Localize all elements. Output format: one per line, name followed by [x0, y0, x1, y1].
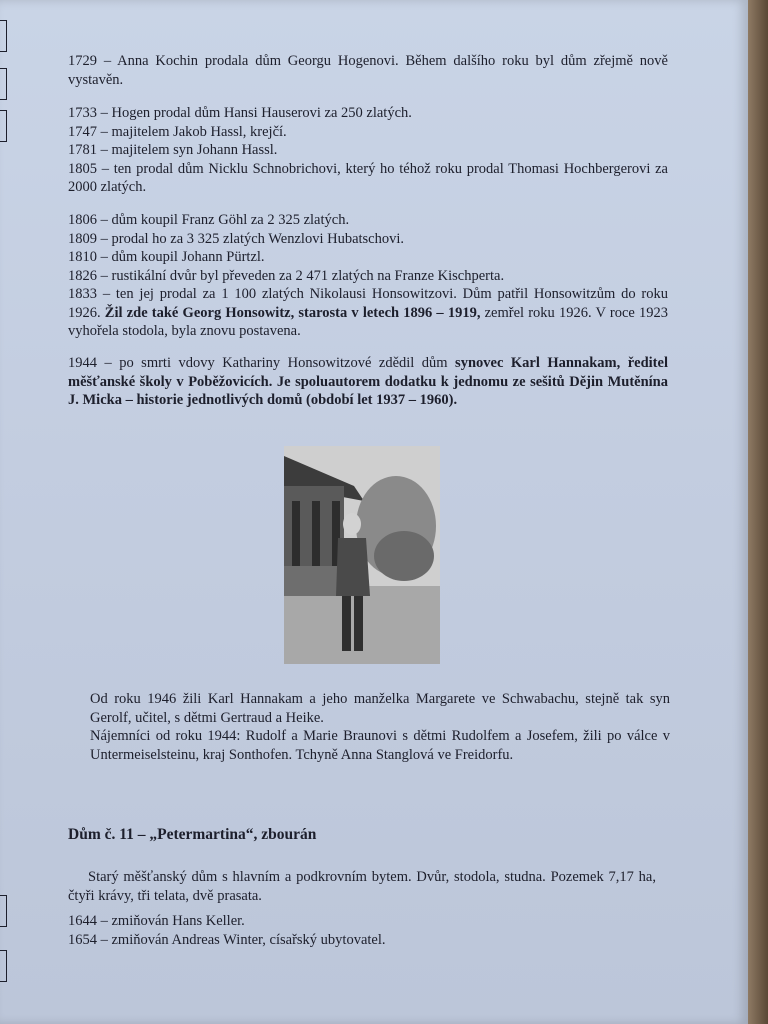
house-11-entries: [68, 912, 668, 949]
paragraph: Od roku 1946 žili Karl Hannakam a jeho manželka Margarete ve Schwabachu, stejně tak syn Gerolf, učitel, s dětmi Gertraud a Heike.: [90, 691, 670, 726]
entry-1944: [68, 354, 668, 410]
entry-line: 1809 – prodal ho za 3 325 zlatých Wenzlovi Hubatschovi.: [68, 230, 405, 247]
entries-1733-1805: [68, 104, 668, 197]
entry-1833: [68, 285, 668, 341]
photo-illustration: [284, 446, 440, 664]
entry-line: 1810 – dům koupil Johann Pürtzl.: [68, 249, 265, 265]
binder-hole-mark: [0, 20, 7, 52]
entry-line: 1826 – rustikální dvůr byl převeden za 2 471 zlatých na Franze Kischperta.: [68, 267, 505, 284]
paragraph: 1729 – Anna Kochin prodala dům Georgu Hogenovi. Během dalšího roku byl dům zřejmě nově vystavěn.: [68, 53, 668, 88]
entries-1806-1833: [68, 211, 668, 341]
entry-line: 1805 – ten prodal dům Nicklu Schnobrichovi, který ho téhož roku prodal Thomasi Hochbergerovi za 2000 zlatých.: [68, 160, 668, 195]
residents-section: [90, 690, 670, 764]
desk-edge: [748, 0, 768, 1024]
entry-1944-bold: synovec Karl Hannakam, ředitel měšťanské školy v Poběžovicích. Je spoluautorem dodatku k jednomu ze sešitů Dějin Mutěnína J. Micka – historie jednotlivých domů (období let 1937 – 1960).: [68, 355, 668, 408]
entry-line: 1654 – zmiňován Andreas Winter, císařský ubytovatel.: [68, 931, 386, 948]
paragraph: Starý měšťanský dům s hlavním a podkrovním bytem. Dvůr, stodola, studna. Pozemek 7,17 ha, čtyři krávy, tři telata, dvě prasata.: [68, 869, 656, 904]
binder-hole-mark: [0, 68, 7, 100]
section-heading-house-11: Dům č. 11 – „Petermartina“, zbourán: [68, 826, 317, 843]
entry-1729: [68, 52, 668, 89]
entry-1944-text: 1944 – po smrti vdovy Kathariny Honsowitzové zdědil dům: [68, 355, 456, 371]
paragraph: [68, 354, 668, 410]
entry-line: 1781 – majitelem syn Johann Hassl.: [68, 142, 278, 158]
entry-line: 1747 – majitelem Jakob Hassl, krejčí.: [68, 123, 287, 140]
entry-1833-end: zemřel roku 1926. V roce 1923 vyhořela stodola, byla znovu postavena.: [68, 304, 668, 339]
entry-1833-bold: Žil zde také Georg Honsowitz, starosta v letech 1896 – 1919,: [104, 304, 481, 321]
historical-photo: [284, 446, 440, 664]
binder-hole-mark: [0, 950, 7, 982]
entry-line: 1733 – Hogen prodal dům Hansi Hauserovi za 250 zlatých.: [68, 105, 412, 121]
house-11-intro: [68, 868, 656, 905]
binder-hole-mark: [0, 895, 7, 927]
binder-hole-mark: [0, 110, 7, 142]
entry-line: 1806 – dům koupil Franz Göhl za 2 325 zlatých.: [68, 212, 350, 228]
paragraph: Nájemníci od roku 1944: Rudolf a Marie Braunovi s dětmi Rudolfem a Josefem, žili po válce v Untermeiselsteinu, kraj Sonthofen. Tchyně Anna Stanglová ve Freidorfu.: [90, 728, 670, 763]
entry-line: 1644 – zmiňován Hans Keller.: [68, 913, 245, 929]
entry-1833-text: 1833 – ten jej prodal za 1 100 zlatých Nikolausi Honsowitzovi. Dům patřil Honsowitzům do roku 1926.: [68, 286, 668, 321]
